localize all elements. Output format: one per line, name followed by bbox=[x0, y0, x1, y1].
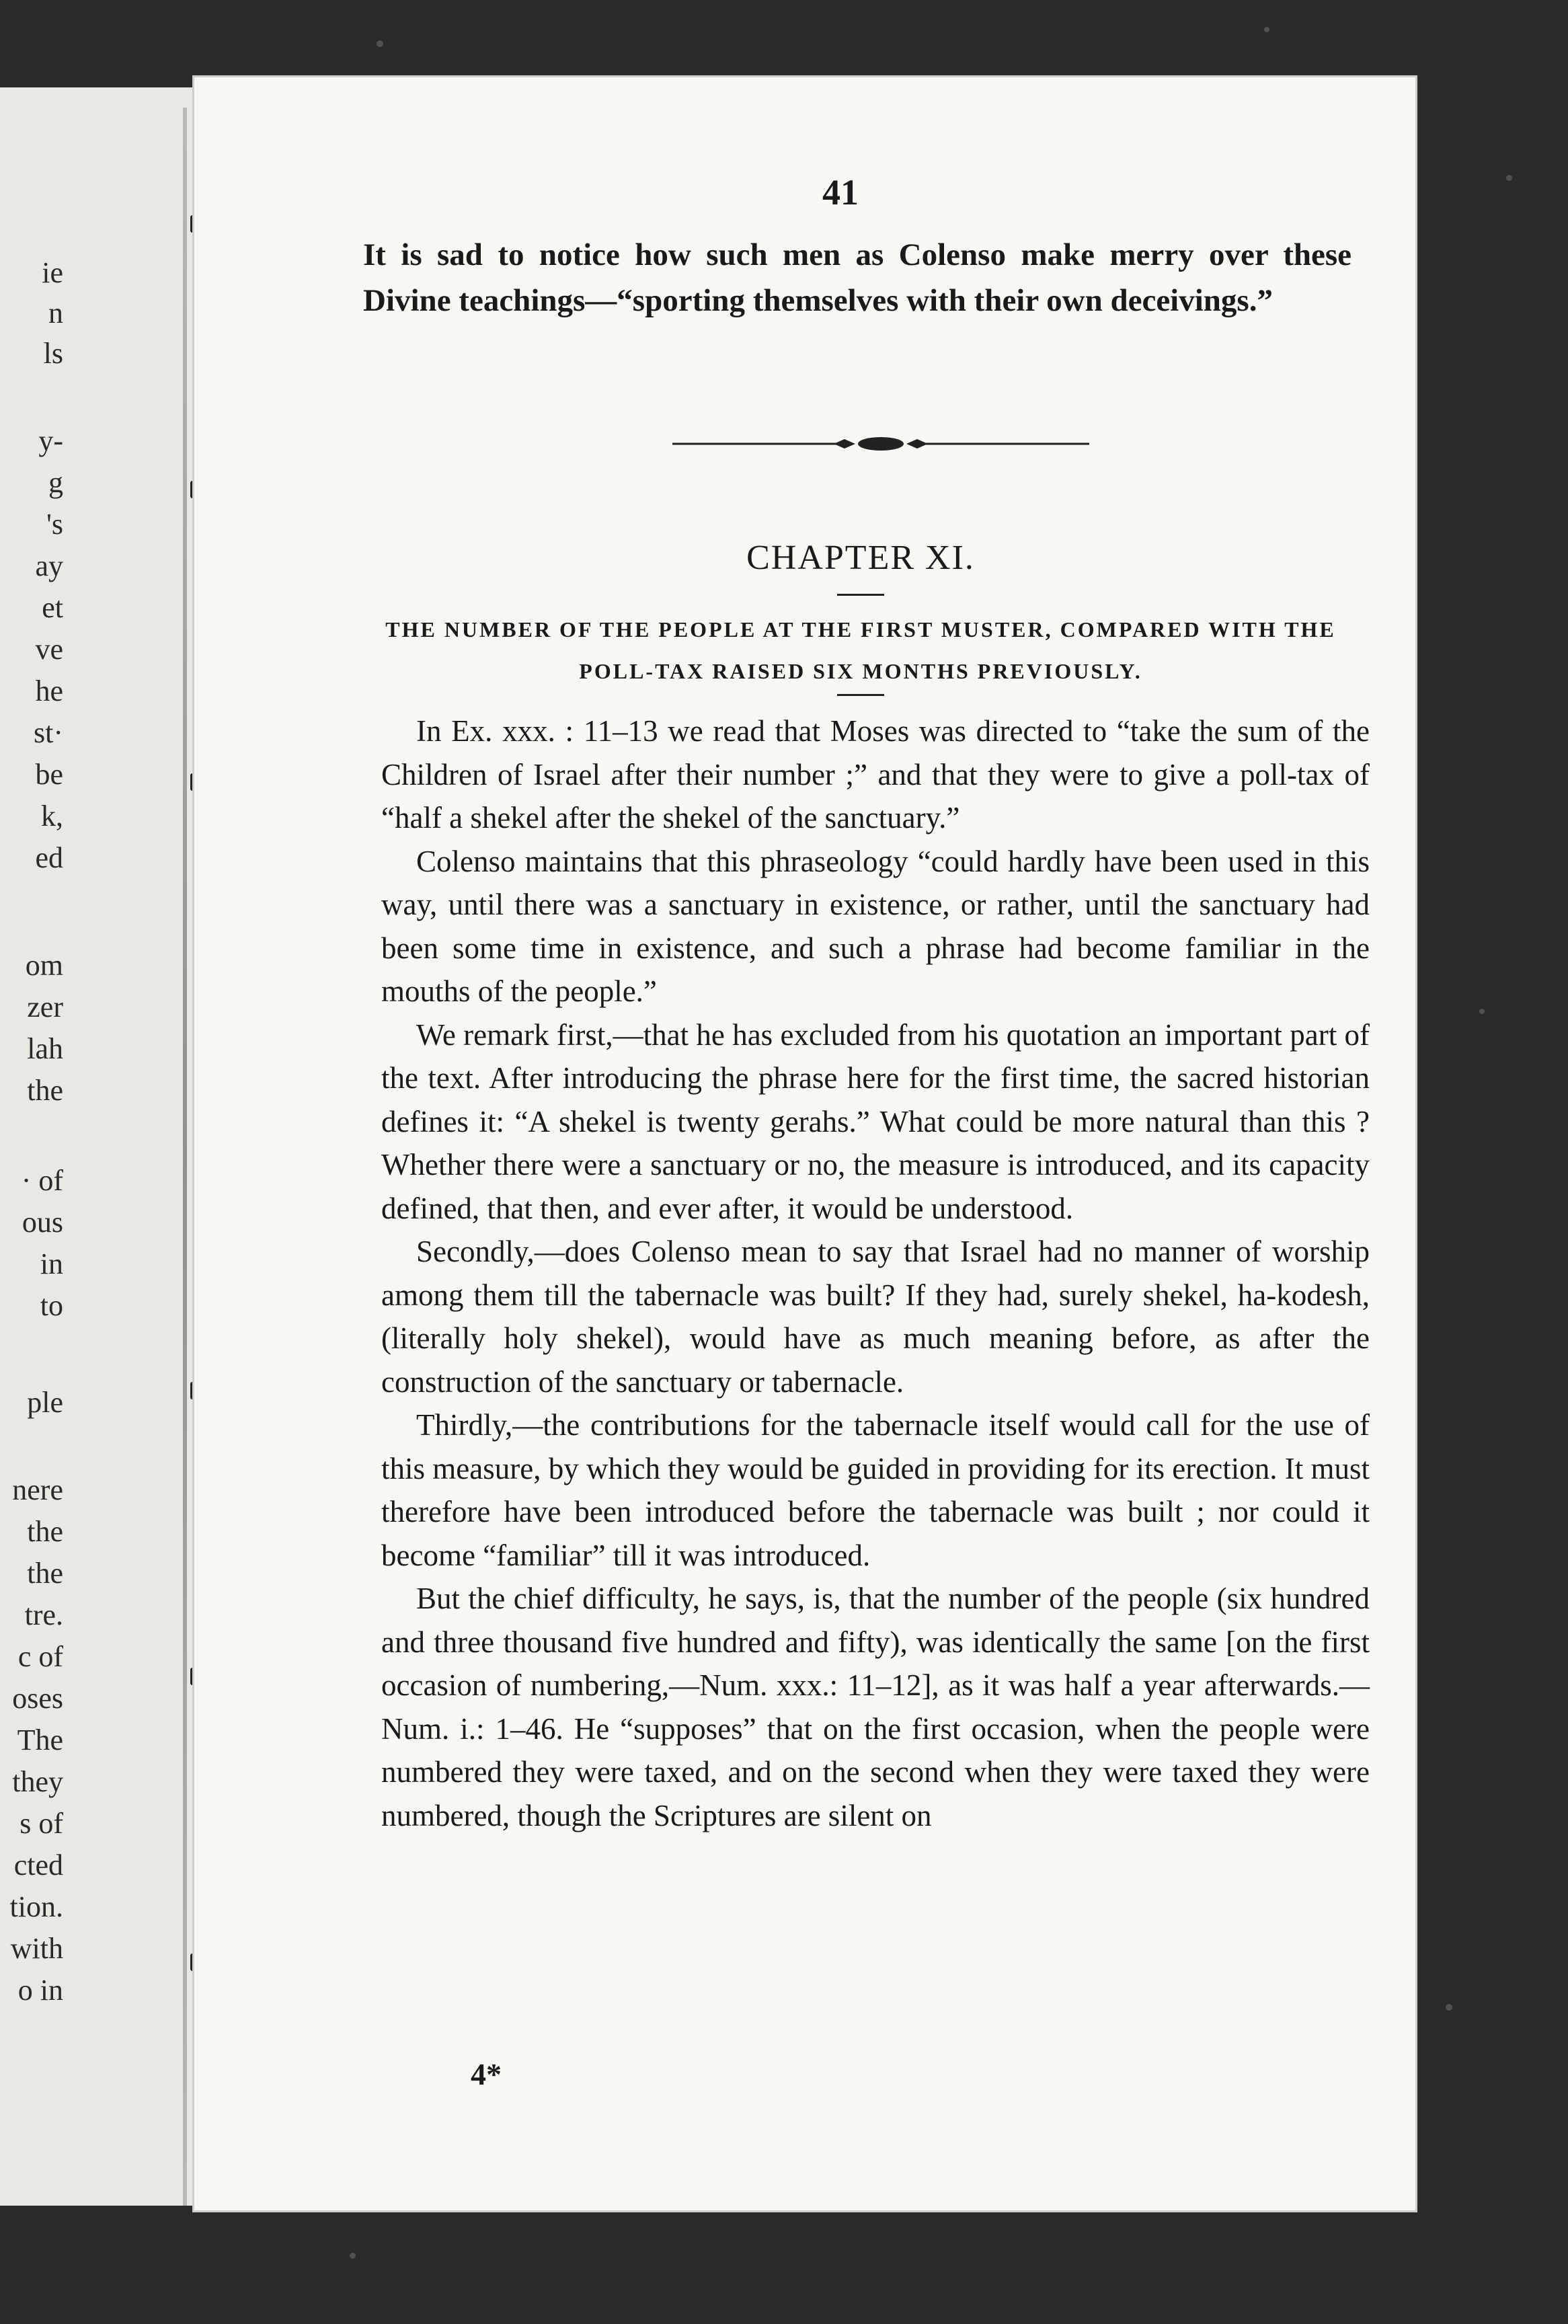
fragment: he bbox=[35, 674, 63, 707]
fragment: be bbox=[35, 758, 63, 791]
paragraph: But the chief difficulty, he says, is, that the number of the people (six hundred and three thousand five hundred and fifty), was identically the same [on the first occasion of numbering,—Num. xxx.: 11–12], as it was half a year afterwards.—Num. i.: 1–46. He “supposes” that on the first occasion, when the people were numbered they were taxed, and on the second when they were taxed they were numbered, though the Scriptures are silent on bbox=[381, 1582, 1370, 1832]
subtitle-rule bbox=[837, 694, 884, 696]
chapter-subtitle: THE NUMBER OF THE PEOPLE AT THE FIRST MUSTER, COMPARED WITH THE POLL-TAX RAISED SIX MONTHS PREVIOUSLY. bbox=[385, 617, 1336, 683]
fragment: et bbox=[42, 591, 63, 624]
scan-speck bbox=[1446, 2004, 1452, 2011]
fragment: ve bbox=[35, 633, 63, 666]
fragment: c of bbox=[17, 1640, 63, 1673]
fragment: ay bbox=[35, 549, 63, 582]
previous-page-text bbox=[0, 87, 195, 2206]
fragment: s of bbox=[19, 1807, 63, 1840]
fragment: oses bbox=[12, 1682, 63, 1715]
fragment: g bbox=[48, 466, 63, 499]
fragment: · of bbox=[21, 1164, 63, 1197]
scan-speck bbox=[1264, 27, 1269, 32]
body-text bbox=[381, 709, 1370, 1837]
fragment: st· bbox=[34, 716, 63, 749]
fragment: to bbox=[40, 1289, 63, 1322]
fragment: ie bbox=[42, 256, 63, 289]
paragraph: In Ex. xxx. : 11–13 we read that Moses was directed to “take the sum of the Children of Israel after their number ;” and that they were to give a poll-tax of “half a shekel after the shekel of the sanctuary.” bbox=[381, 714, 1370, 835]
fragment: nere bbox=[12, 1473, 63, 1506]
fragment: ple bbox=[27, 1386, 63, 1419]
fragment: om bbox=[25, 949, 63, 982]
fragment: 's bbox=[46, 508, 63, 541]
chapter-rule bbox=[837, 594, 884, 596]
scan-speck bbox=[1506, 175, 1512, 181]
opening-paragraph: It is sad to notice how such men as Colenso make merry over these Divine teachings—“sporting themselves with their own deceivings.” bbox=[363, 237, 1351, 318]
fragment: the bbox=[27, 1557, 63, 1590]
fragment: n bbox=[48, 297, 63, 330]
scan-speck bbox=[1479, 1009, 1485, 1014]
page-fold bbox=[183, 108, 187, 2206]
scan-speck bbox=[377, 40, 383, 47]
paragraph: We remark first,—that he has excluded from his quotation an important part of the text. After introducing the phrase here for the first time, the sacred historian defines it: “A shekel is twenty gerahs.” What could be more natural than this ? Whether there were a sanctuary or no, the measure is introduced, and its capacity defined, that then, and ever after, it would be understood. bbox=[381, 1017, 1370, 1225]
fragment: tion. bbox=[9, 1890, 63, 1923]
fragment: they bbox=[12, 1765, 63, 1798]
ornament-divider bbox=[672, 434, 1089, 454]
paragraph: Colenso maintains that this phraseology “could hardly have been used in this way, until there was a sanctuary in existence, or rather, until the sanctuary had been some time in existence, and such a phrase had become familiar in the mouths of the people.” bbox=[381, 844, 1370, 1008]
fragment: ls bbox=[43, 337, 63, 370]
fragment: ed bbox=[35, 841, 63, 874]
fragment: the bbox=[27, 1515, 63, 1548]
signature-mark: 4* bbox=[471, 2057, 502, 2091]
fragment: o in bbox=[17, 1974, 63, 2007]
paragraph: Thirdly,—the contributions for the tabernacle itself would call for the use of this measure, by which they would be guided in providing for its erection. It must therefore have been introduced before the tabernacle was built ; nor could it become “familiar” till it was introduced. bbox=[381, 1408, 1370, 1572]
chapter-title: CHAPTER XI. bbox=[746, 539, 975, 577]
scan-speck bbox=[350, 2253, 356, 2259]
fragment: in bbox=[40, 1247, 63, 1280]
paragraph: Secondly,—does Colenso mean to say that Israel had no manner of worship among them till the tabernacle was built? If they had, surely shekel, ha-kodesh, (literally holy shekel), would have as much meaning before, as after the construction of the sanctuary or tabernacle. bbox=[381, 1235, 1370, 1399]
fragment: The bbox=[17, 1723, 63, 1756]
fragment: the bbox=[27, 1074, 63, 1107]
fragment: tre. bbox=[24, 1598, 63, 1631]
fragment: k, bbox=[41, 800, 63, 832]
fragment: ous bbox=[22, 1206, 63, 1239]
page-number: 41 bbox=[822, 172, 859, 212]
fragment: cted bbox=[13, 1849, 63, 1882]
fragment: y- bbox=[38, 424, 63, 457]
fragment: with bbox=[10, 1932, 63, 1965]
fragment: lah bbox=[27, 1032, 63, 1065]
previous-page-strip bbox=[0, 87, 198, 2206]
fragment: zer bbox=[27, 991, 63, 1023]
